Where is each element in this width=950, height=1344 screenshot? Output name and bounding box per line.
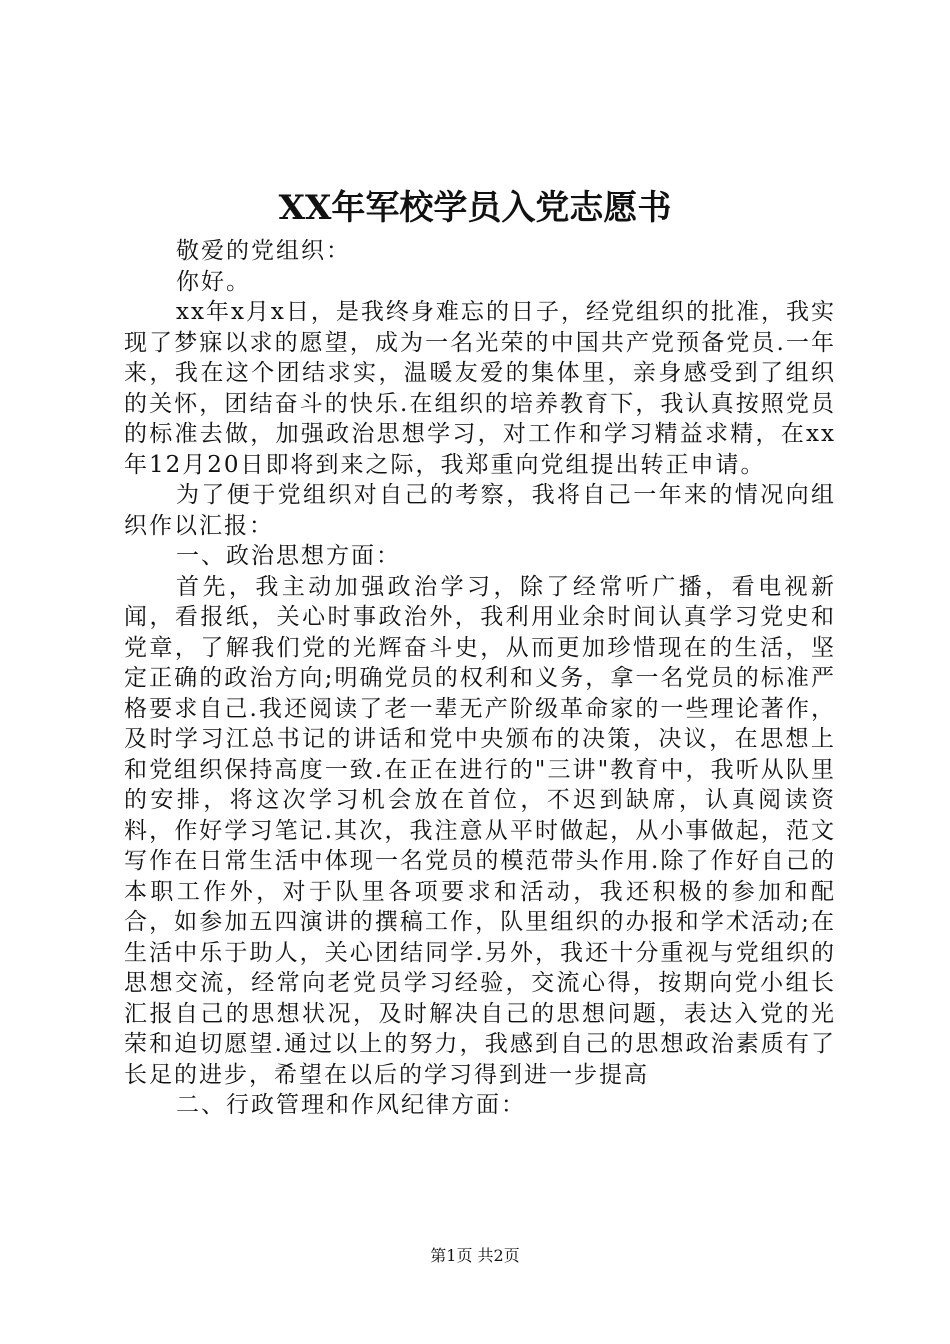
page-number-footer: 第1页 共2页 <box>430 1246 520 1265</box>
section-heading: 二、行政管理和作风纪律方面： <box>176 1092 526 1118</box>
salutation: 敬爱的党组织： <box>176 238 351 264</box>
section-heading: 一、政治思想方面： <box>176 543 401 569</box>
document-title: XX年军校学员入党志愿书 <box>278 188 672 228</box>
body-paragraph: 为了便于党组织对自己的考察，我将自己一年来的情况向组织作以汇报： <box>124 482 836 539</box>
document-body <box>124 236 836 1121</box>
body-paragraph: xx年x月x日，是我终身难忘的日子，经党组织的批准，我实现了梦寐以求的愿望，成为一名光荣的中国共产党预备党员.一年来，我在这个团结求实，温暖友爱的集体里，亲身感受到了组织的关怀，团结奋斗的快乐.在组织的培养教育下，我认真按照党员的标准去做，加强政治思想学习，对工作和学习精益求精，在xx年12月20日即将到来之际，我郑重向党组提出转正申请。 <box>124 299 836 478</box>
body-paragraph: 首先，我主动加强政治学习，除了经常听广播，看电视新闻，看报纸，关心时事政治外，我利用业余时间认真学习党史和党章，了解我们党的光辉奋斗史，从而更加珍惜现在的生活，坚定正确的政治方向;明确党员的权利和义务，拿一名党员的标准严格要求自己.我还阅读了老一辈无产阶级革命家的一些理论著作，及时学习江总书记的讲话和党中央颁布的决策，决议，在思想上和党组织保持高度一致.在正在进行的"三讲"教育中，我听从队里的安排，将这次学习机会放在首位，不迟到缺席，认真阅读资料，作好学习笔记.其次，我注意从平时做起，从小事做起，范文写作在日常生活中体现一名党员的模范带头作用.除了作好自己的本职工作外，对于队里各项要求和活动，我还积极的参加和配合，如参加五四演讲的撰稿工作，队里组织的办报和学术活动;在生活中乐于助人，关心团结同学.另外，我还十分重视与党组织的思想交流，经常向老党员学习经验，交流心得，按期向党小组长汇报自己的思想状况，及时解决自己的思想问题，表达入党的光荣和迫切愿望.通过以上的努力，我感到自己的思想政治素质有了长足的进步，希望在以后的学习得到进一步提高 <box>124 573 836 1088</box>
greeting: 你好。 <box>176 268 251 295</box>
